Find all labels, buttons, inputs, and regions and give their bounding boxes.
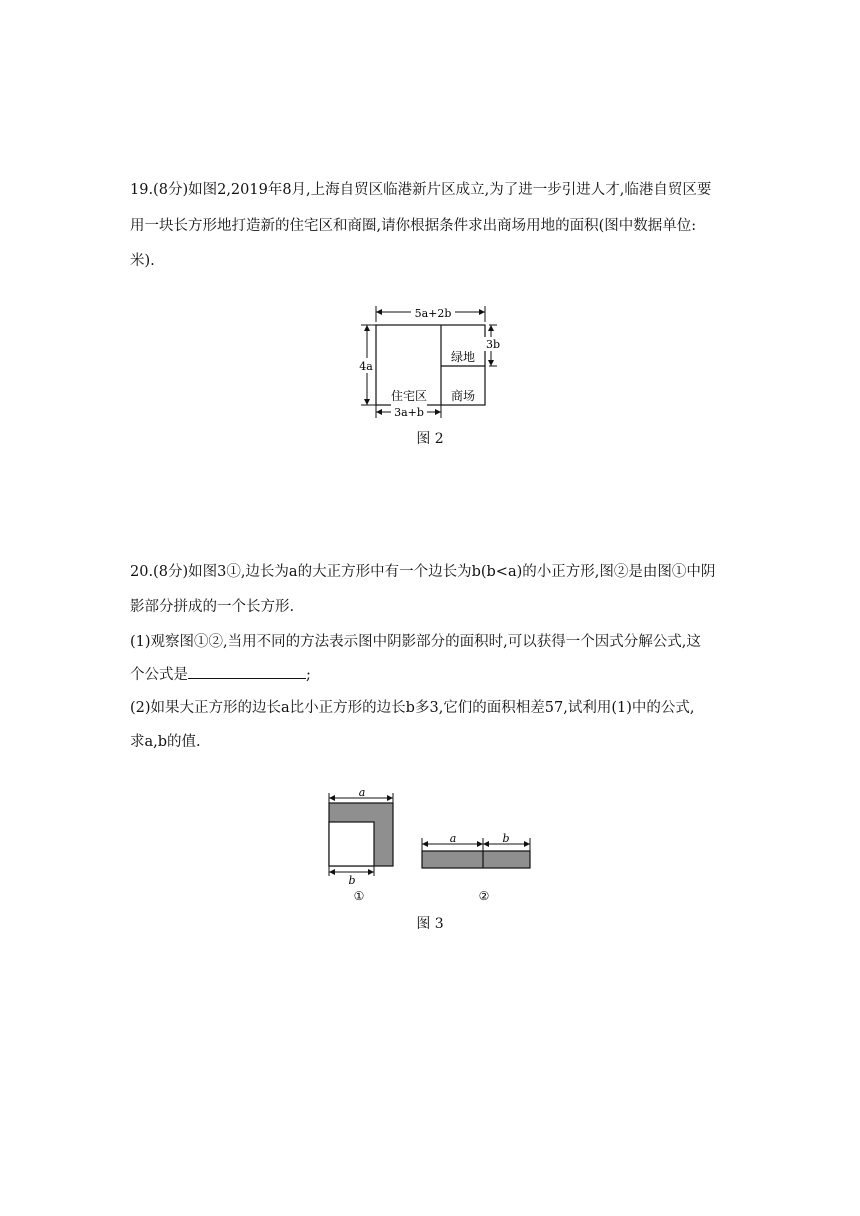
q20-part2-line-1: (2)如果大正方形的边长a比小正方形的边长b多3,它们的面积相差57,试利用(1)中的公式, bbox=[130, 700, 695, 716]
figure-2-diagram bbox=[355, 300, 515, 418]
answer-blank bbox=[188, 664, 306, 679]
fig2-label-b: b bbox=[502, 832, 510, 845]
fig1-number: ① bbox=[353, 889, 365, 903]
q20-part1-line-1: (1)观察图①②,当用不同的方法表示图中阴影部分的面积时,可以获得一个因式分解公式,这 bbox=[130, 634, 701, 650]
figure-3-diagram bbox=[318, 785, 538, 907]
label-residential: 住宅区 bbox=[390, 389, 428, 403]
fig2-label-a: a bbox=[449, 832, 457, 845]
fig1-label-b: b bbox=[348, 874, 356, 887]
q20-part1-suffix: ; bbox=[306, 667, 311, 683]
fig1-label-a: a bbox=[358, 786, 366, 799]
label-top-width: 5a+2b bbox=[414, 307, 452, 320]
figure-3-caption: 图 3 bbox=[416, 916, 444, 932]
q19-line-1: 19.(8分)如图2,2019年8月,上海自贸区临港新片区成立,为了进一步引进人才,临港自贸区要 bbox=[130, 182, 712, 198]
fig2-number: ② bbox=[478, 889, 490, 903]
label-mall: 商场 bbox=[450, 389, 476, 403]
q20-line-1: 20.(8分)如图3①,边长为a的大正方形中有一个边长为b(b<a)的小正方形,图②是由图①中阴 bbox=[130, 564, 716, 580]
combined-rectangle bbox=[422, 851, 530, 868]
q20-part1-prefix: 个公式是 bbox=[130, 667, 188, 683]
small-square bbox=[329, 822, 374, 866]
label-right-height: 3b bbox=[485, 338, 501, 351]
q19-line-3: 米). bbox=[130, 253, 155, 269]
q20-part1-line-2 bbox=[130, 664, 730, 685]
label-left-height: 4a bbox=[359, 360, 373, 373]
figure-2-caption: 图 2 bbox=[416, 431, 444, 447]
q20-line-2: 影部分拼成的一个长方形. bbox=[130, 599, 295, 615]
label-bottom-width: 3a+b bbox=[394, 406, 424, 418]
q20-part2-line-2: 求a,b的值. bbox=[130, 734, 201, 750]
q19-line-2: 用一块长方形地打造新的住宅区和商圈,请你根据条件求出商场用地的面积(图中数据单位: bbox=[130, 218, 697, 234]
label-green: 绿地 bbox=[450, 350, 476, 364]
